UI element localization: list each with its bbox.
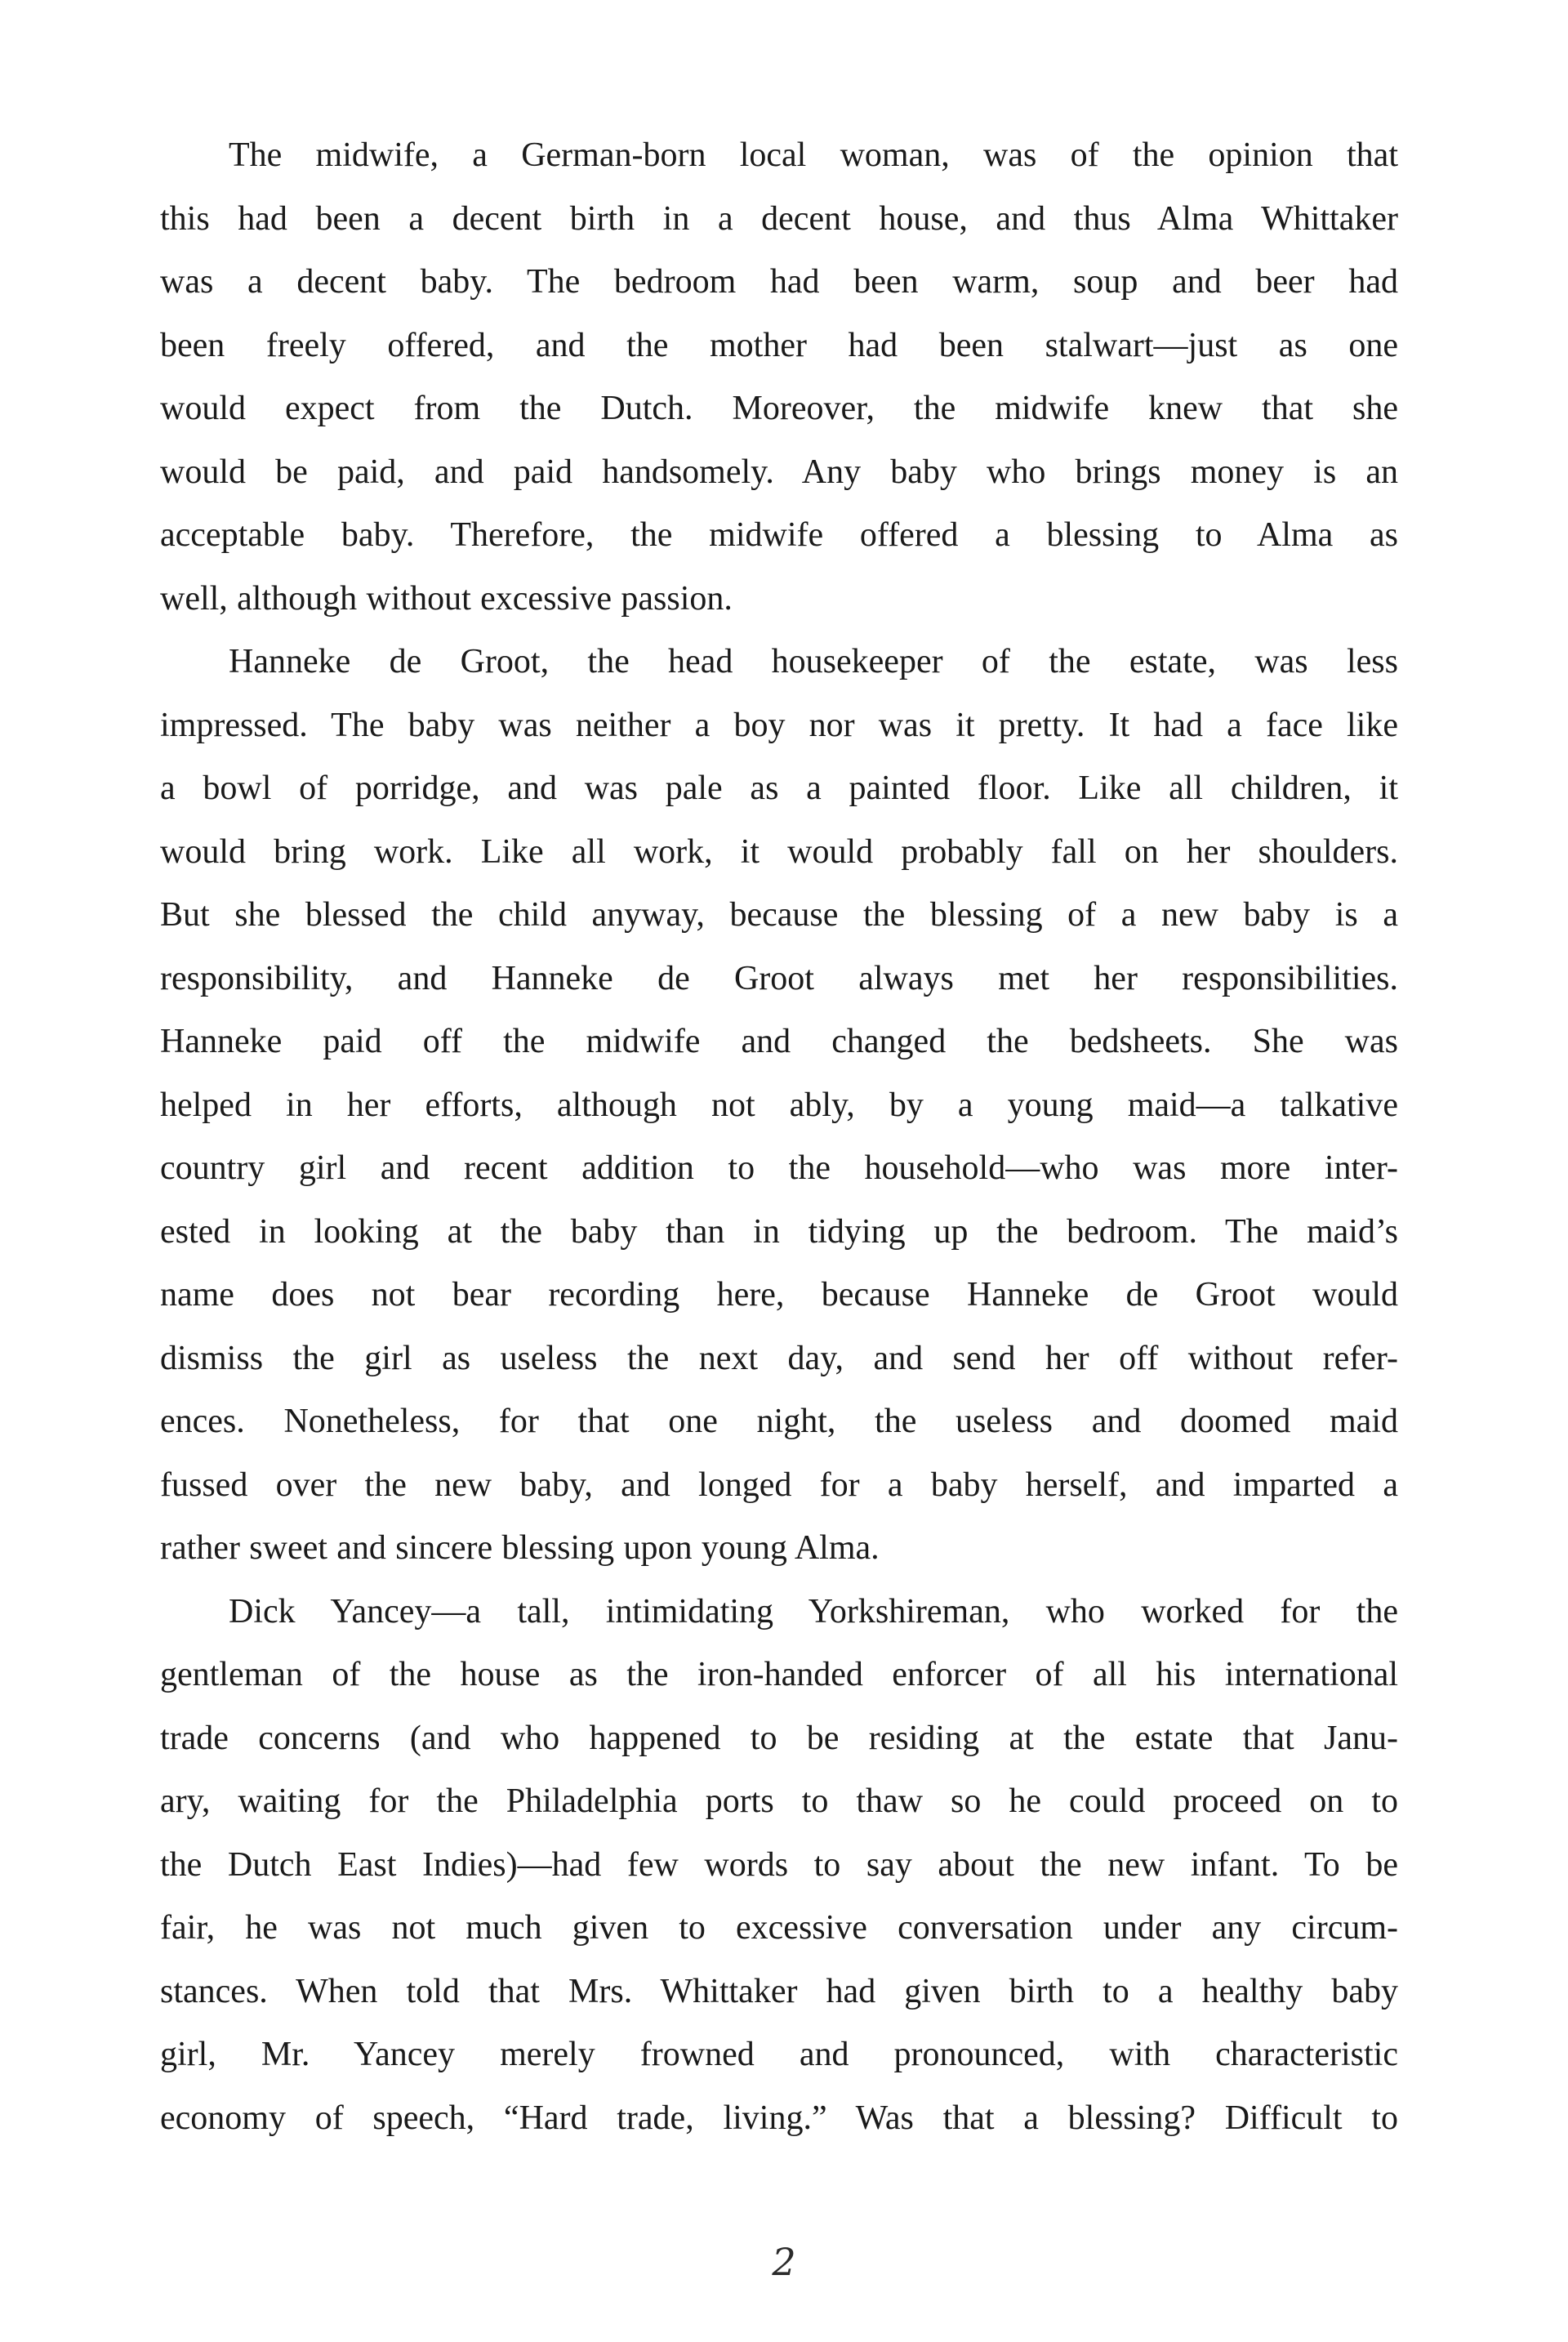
text-line: name does not bear recording here, because Hanneke de Groot would xyxy=(160,1276,1398,1314)
text-line: would be paid, and paid handsomely. Any baby who brings money is an xyxy=(160,453,1398,491)
text-line: helped in her efforts, although not ably, by a young maid—a talkative xyxy=(160,1086,1398,1124)
text-line: would expect from the Dutch. Moreover, the midwife knew that she xyxy=(160,390,1398,427)
text-line: ested in looking at the baby than in tidying up the bedroom. The maid’s xyxy=(160,1212,1398,1251)
text-line: Dick Yancey—a tall, intimidating Yorkshireman, who worked for the xyxy=(229,1592,1398,1630)
text-line: dismiss the girl as useless the next day, and send her off without refer- xyxy=(160,1339,1398,1377)
text-line: economy of speech, “Hard trade, living.” Was that a blessing? Difficult to xyxy=(160,2099,1398,2137)
page-number: 2 xyxy=(772,2240,796,2284)
text-line: But she blessed the child anyway, because the blessing of a new baby is a xyxy=(160,896,1398,934)
text-line: been freely offered, and the mother had been stalwart—just as one xyxy=(160,326,1398,364)
text-line: well, although without excessive passion. xyxy=(160,579,733,618)
text-line: this had been a decent birth in a decent house, and thus Alma Whittaker xyxy=(160,199,1398,238)
text-line: ences. Nonetheless, for that one night, the useless and doomed maid xyxy=(160,1403,1398,1440)
text-line: Hanneke paid off the midwife and changed the bedsheets. She was xyxy=(160,1023,1398,1060)
text-line: The midwife, a German-born local woman, was of the opinion that xyxy=(229,136,1398,174)
text-line: ary, waiting for the Philadelphia ports to thaw so he could proceed on to xyxy=(160,1782,1398,1820)
text-line: trade concerns (and who happened to be residing at the estate that Janu- xyxy=(160,1719,1398,1757)
text-line: responsibility, and Hanneke de Groot always met her responsibilities. xyxy=(160,959,1398,997)
text-line: rather sweet and sincere blessing upon young Alma. xyxy=(160,1529,880,1567)
text-line: stances. When told that Mrs. Whittaker had given birth to a healthy baby xyxy=(160,1972,1398,2010)
text-line: country girl and recent addition to the household—who was more inter- xyxy=(160,1149,1398,1187)
text-line: acceptable baby. Therefore, the midwife offered a blessing to Alma as xyxy=(160,516,1398,554)
text-line: was a decent baby. The bedroom had been warm, soup and beer had xyxy=(160,263,1398,301)
text-line: Hanneke de Groot, the head housekeeper of the estate, was less xyxy=(229,643,1398,680)
text-line: a bowl of porridge, and was pale as a painted floor. Like all children, it xyxy=(160,770,1398,807)
page-text-column xyxy=(160,124,1398,2150)
text-line: fair, he was not much given to excessive conversation under any circum- xyxy=(160,1909,1398,1947)
text-line: would bring work. Like all work, it would probably fall on her shoulders. xyxy=(160,832,1398,871)
text-line: impressed. The baby was neither a boy nor was it pretty. It had a face like xyxy=(160,706,1398,744)
text-line: gentleman of the house as the iron-handed enforcer of all his international xyxy=(160,1656,1398,1693)
text-line: fussed over the new baby, and longed for a baby herself, and imparted a xyxy=(160,1465,1398,1504)
text-line: the Dutch East Indies)—had few words to say about the new infant. To be xyxy=(160,1845,1398,1884)
text-line: girl, Mr. Yancey merely frowned and pronounced, with characteristic xyxy=(160,2036,1398,2073)
